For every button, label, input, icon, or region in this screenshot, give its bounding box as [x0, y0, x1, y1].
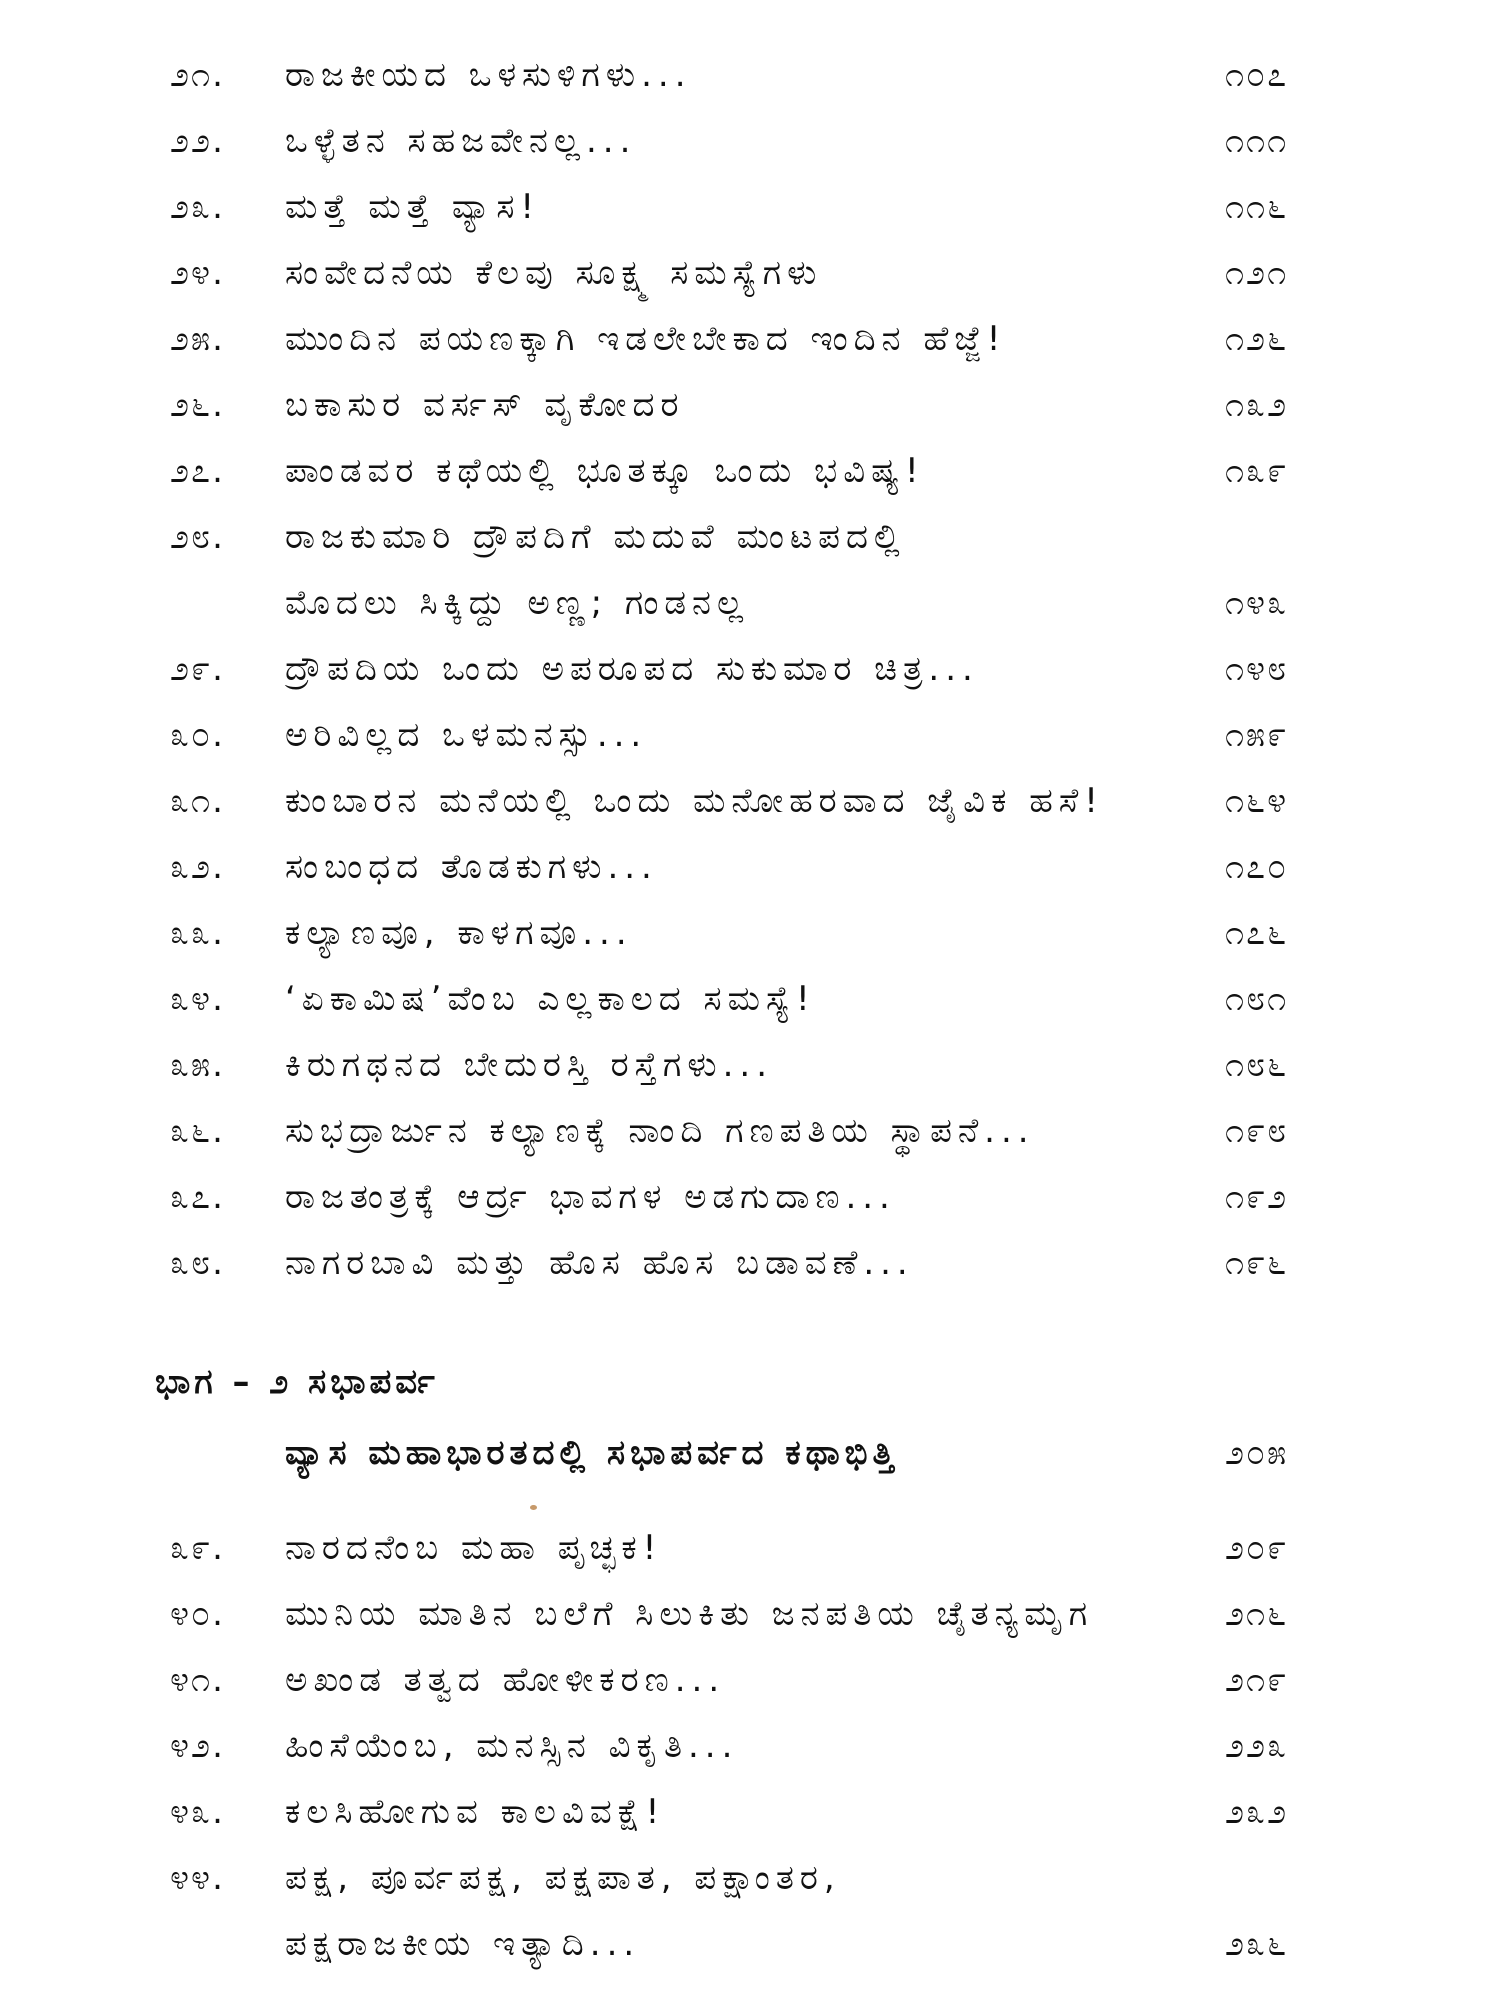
toc-entry-title-line: ನಾಗರಬಾವಿ ಮತ್ತು ಹೊಸ ಹೊಸ ಬಡಾವಣೆ...: [285, 1243, 914, 1283]
section-intro-entry: [0, 1420, 1500, 1486]
toc-entry-title-line: ಕಲಸಿಹೋಗುವ ಕಾಲವಿವಕ್ಷೆ!: [285, 1792, 666, 1832]
toc-entry-title: [285, 1098, 1205, 1164]
toc-entry-page-number: ೨೧೬: [1225, 1594, 1289, 1634]
toc-entry-title-line: ಮತ್ತೆ ಮತ್ತೆ ವ್ಯಾಸ!: [285, 187, 541, 227]
toc-entry-number: ೨೪.: [170, 253, 225, 293]
toc-entry-number: ೨೮.: [170, 517, 225, 557]
toc-entry-title: [285, 1581, 1205, 1647]
toc-entry-title: [285, 966, 1205, 1032]
toc-entry-page-number: ೨೩೬: [1225, 1924, 1289, 1964]
toc-entry-number: ೪೩.: [170, 1792, 225, 1832]
toc-entry-title-line: ಕುಂಬಾರನ ಮನೆಯಲ್ಲಿ ಒಂದು ಮನೋಹರವಾದ ಜೈವಿಕ ಹಸೆ!: [285, 781, 1104, 821]
toc-entry-title: [285, 306, 1205, 372]
toc-entry: [0, 768, 1500, 834]
toc-entry-title-line: ಮೊದಲು ಸಿಕ್ಕಿದ್ದು ಅಣ್ಣ; ಗಂಡನಲ್ಲ: [285, 583, 750, 623]
toc-entry: [0, 834, 1500, 900]
toc-entry-title-line: ಕಲ್ಯಾಣವೂ, ಕಾಳಗವೂ...: [285, 913, 633, 953]
toc-entry-title: [285, 174, 1205, 240]
toc-entry: [0, 900, 1500, 966]
toc-entry-page-number: ೧೫೯: [1225, 715, 1289, 755]
toc-entry-title: [285, 702, 1205, 768]
toc-entry-title-line: ‘ಏಕಾಮಿಷ’ವೆಂಬ ಎಲ್ಲಕಾಲದ ಸಮಸ್ಯೆ!: [285, 979, 816, 1019]
toc-entry-number: ೩೮.: [170, 1243, 225, 1283]
toc-entry-page-number: ೧೯೨: [1225, 1177, 1289, 1217]
toc-entry-title: [285, 1230, 1205, 1296]
toc-list-part-2: [0, 1515, 1500, 1977]
toc-entry-page-number: ೨೧೯: [1225, 1660, 1289, 1700]
toc-entry-number: ೩೫.: [170, 1045, 225, 1085]
toc-entry-page-number: ೧೨೧: [1225, 253, 1289, 293]
toc-entry-page-number: ೧೪೩: [1225, 583, 1289, 623]
toc-entry-page-number: ೧೪೮: [1225, 649, 1289, 689]
toc-entry-title: [285, 768, 1205, 834]
toc-entry-number: ೩೦.: [170, 715, 225, 755]
toc-entry-title: [285, 240, 1205, 306]
toc-entry-title: [285, 42, 1205, 108]
toc-entry-page-number: ೧೭೦: [1225, 847, 1289, 887]
toc-entry: [0, 306, 1500, 372]
toc-entry-number: ೨೭.: [170, 451, 225, 491]
toc-entry-page-number: ೧೦೭: [1225, 55, 1289, 95]
toc-entry-title: [285, 1515, 1205, 1581]
toc-entry-number: ೨೯.: [170, 649, 225, 689]
toc-entry: [0, 438, 1500, 504]
toc-entry-title: [285, 372, 1205, 438]
toc-entry-number: ೩೭.: [170, 1177, 225, 1217]
toc-entry-title-line: ಅಖಂಡ ತತ್ವದ ಹೋಳೀಕರಣ...: [285, 1660, 726, 1700]
toc-entry-title-line: ಬಕಾಸುರ ವರ್ಸಸ್ ವೃಕೋದರ: [285, 385, 685, 425]
toc-entry-number: ೪೪.: [170, 1858, 225, 1898]
toc-entry: [0, 1230, 1500, 1296]
toc-entry-title: [285, 438, 1205, 504]
toc-entry-title-line: ಕಿರುಗಥನದ ಬೇದುರಸ್ತಿ ರಸ್ತೆಗಳು...: [285, 1045, 774, 1085]
toc-entry-number: ೨೩.: [170, 187, 225, 227]
toc-entry-title-line: ಪಾಂಡವರ ಕಥೆಯಲ್ಲಿ ಭೂತಕ್ಕೂ ಒಂದು ಭವಿಷ್ಯ!: [285, 451, 925, 491]
toc-entry-title: [285, 1032, 1205, 1098]
toc-entry-title-line: ರಾಜಕುಮಾರಿ ದ್ರೌಪದಿಗೆ ಮದುವೆ ಮಂಟಪದಲ್ಲಿ: [285, 517, 906, 557]
section-intro-title: ವ್ಯಾಸ ಮಹಾಭಾರತದಲ್ಲಿ ಸಭಾಪರ್ವದ ಕಥಾಭಿತ್ತಿ: [285, 1433, 899, 1473]
toc-entry-title-line: ದ್ರೌಪದಿಯ ಒಂದು ಅಪರೂಪದ ಸುಕುಮಾರ ಚಿತ್ರ...: [285, 649, 979, 689]
toc-entry-title: [285, 504, 1205, 636]
toc-entry: [0, 636, 1500, 702]
section-intro-page-number: ೨೦೫: [1225, 1433, 1289, 1473]
toc-entry: [0, 504, 1500, 636]
toc-entry-number: ೨೨.: [170, 121, 225, 161]
toc-entry-number: ೨೬.: [170, 385, 225, 425]
toc-entry-page-number: ೧೩೯: [1225, 451, 1289, 491]
toc-list-part-1: [0, 42, 1500, 1296]
toc-entry-title-line: ಮುಂದಿನ ಪಯಣಕ್ಕಾಗಿ ಇಡಲೇಬೇಕಾದ ಇಂದಿನ ಹೆಜ್ಜೆ!: [285, 319, 1007, 359]
toc-entry-page-number: ೧೨೬: [1225, 319, 1289, 359]
toc-entry-number: ೩೧.: [170, 781, 225, 821]
toc-entry-title-line: ಸಂಬಂಧದ ತೊಡಕುಗಳು...: [285, 847, 658, 887]
toc-entry-number: ೩೬.: [170, 1111, 225, 1151]
toc-entry: [0, 1845, 1500, 1977]
toc-entry-title: [285, 1164, 1205, 1230]
toc-entry-title-line: ಹಿಂಸೆಯೆಂಬ, ಮನಸ್ಸಿನ ವಿಕೃತಿ...: [285, 1726, 739, 1766]
toc-entry-title: [285, 1845, 1205, 1977]
toc-entry-title-line: ಸಂವೇದನೆಯ ಕೆಲವು ಸೂಕ್ಷ್ಮ ಸಮಸ್ಯೆಗಳು: [285, 253, 823, 293]
toc-entry: [0, 1032, 1500, 1098]
toc-entry-title: [285, 636, 1205, 702]
toc-entry: [0, 108, 1500, 174]
toc-entry-title: [285, 1647, 1205, 1713]
toc-entry: [0, 1098, 1500, 1164]
toc-entry-page-number: ೨೦೯: [1225, 1528, 1289, 1568]
toc-entry-title: [285, 1713, 1205, 1779]
toc-entry-title-line: ಪಕ್ಷ, ಪೂರ್ವಪಕ್ಷ, ಪಕ್ಷಪಾತ, ಪಕ್ಷಾಂತರ,: [285, 1858, 841, 1898]
toc-entry: [0, 1647, 1500, 1713]
toc-entry-page-number: ೧೧೬: [1225, 187, 1289, 227]
toc-entry: [0, 1164, 1500, 1230]
toc-entry: [0, 1713, 1500, 1779]
section-heading: ಭಾಗ – ೨ ಸಭಾಪರ್ವ: [155, 1362, 439, 1402]
toc-entry: [0, 42, 1500, 108]
toc-entry-title: [285, 108, 1205, 174]
toc-entry-title-line: ನಾರದನೆಂಬ ಮಹಾ ಪೃಚ್ಛಕ!: [285, 1528, 663, 1568]
toc-entry-page-number: ೧೭೬: [1225, 913, 1289, 953]
paper-speck: [530, 1505, 537, 1510]
toc-entry-number: ೩೯.: [170, 1528, 225, 1568]
toc-entry-number: ೪೦.: [170, 1594, 225, 1634]
toc-entry: [0, 1515, 1500, 1581]
toc-entry-title-line: ರಾಜಕೀಯದ ಒಳಸುಳಿಗಳು...: [285, 55, 692, 95]
toc-entry: [0, 1779, 1500, 1845]
toc-entry-title-line: ಅರಿವಿಲ್ಲದ ಒಳಮನಸ್ಸು...: [285, 715, 648, 755]
toc-entry-title: [285, 900, 1205, 966]
toc-entry-page-number: ೧೧೧: [1225, 121, 1289, 161]
toc-entry-page-number: ೧೩೨: [1225, 385, 1289, 425]
toc-entry-number: ೨೧.: [170, 55, 225, 95]
toc-entry-page-number: ೨೩೨: [1225, 1792, 1289, 1832]
toc-entry-number: ೪೧.: [170, 1660, 225, 1700]
toc-entry: [0, 966, 1500, 1032]
toc-entry-title-line: ಪಕ್ಷರಾಜಕೀಯ ಇತ್ಯಾದಿ...: [285, 1924, 641, 1964]
toc-entry-title-line: ರಾಜತಂತ್ರಕ್ಕೆ ಆರ್ದ್ರ ಭಾವಗಳ ಅಡಗುದಾಣ...: [285, 1177, 896, 1217]
toc-entry-number: ೩೨.: [170, 847, 225, 887]
toc-entry-page-number: ೧೬೪: [1225, 781, 1289, 821]
toc-entry-title: [285, 834, 1205, 900]
toc-entry-page-number: ೧೮೬: [1225, 1045, 1289, 1085]
toc-entry-number: ೩೪.: [170, 979, 225, 1019]
toc-entry-title-line: ಸುಭದ್ರಾರ್ಜುನ ಕಲ್ಯಾಣಕ್ಕೆ ನಾಂದಿ ಗಣಪತಿಯ ಸ್ಥಾಪನೆ...: [285, 1111, 1035, 1151]
toc-entry-page-number: ೧೯೬: [1225, 1243, 1289, 1283]
toc-entry-number: ೩೩.: [170, 913, 225, 953]
toc-entry: [0, 174, 1500, 240]
toc-entry-number: ೪೨.: [170, 1726, 225, 1766]
toc-entry: [0, 372, 1500, 438]
toc-entry-page-number: ೧೯೮: [1225, 1111, 1289, 1151]
toc-entry-title: [285, 1779, 1205, 1845]
toc-entry-number: ೨೫.: [170, 319, 225, 359]
toc-entry: [0, 240, 1500, 306]
toc-entry-page-number: ೨೨೩: [1225, 1726, 1289, 1766]
toc-entry: [0, 1581, 1500, 1647]
toc-entry-title-line: ಒಳ್ಳೆತನ ಸಹಜವೇನಲ್ಲ...: [285, 121, 637, 161]
toc-entry: [0, 702, 1500, 768]
toc-entry-title-line: ಮುನಿಯ ಮಾತಿನ ಬಲೆಗೆ ಸಿಲುಕಿತು ಜನಪತಿಯ ಚೈತನ್ಯಮೃಗ: [285, 1594, 1094, 1634]
toc-entry-page-number: ೧೮೧: [1225, 979, 1289, 1019]
